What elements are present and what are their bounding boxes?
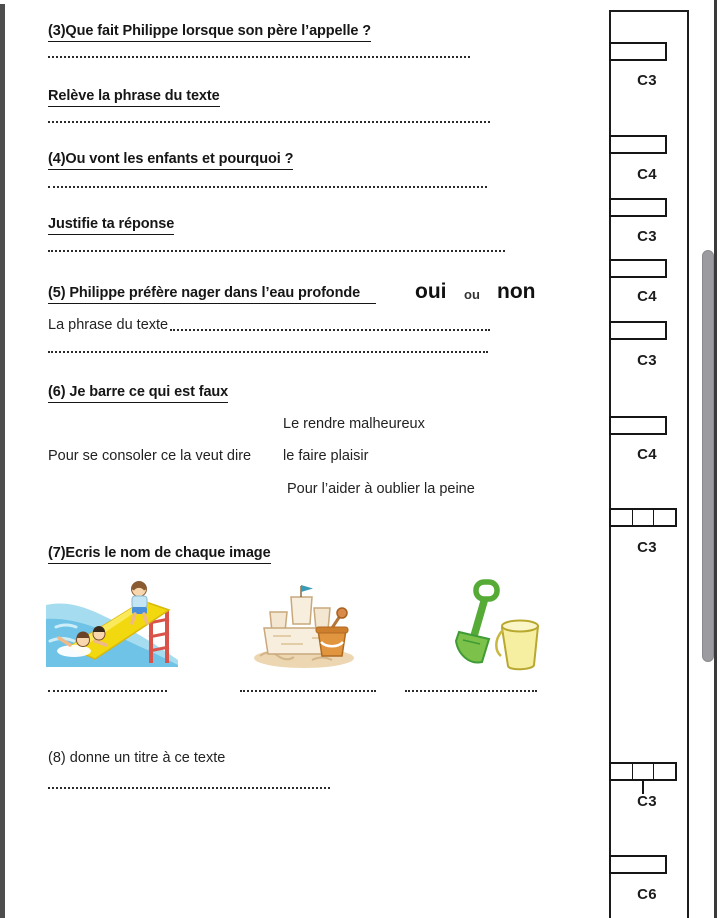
water-slide-illustration: [46, 577, 178, 667]
answer-line: [405, 690, 537, 692]
score-box: [609, 855, 667, 874]
sand-castle-image: [252, 582, 360, 670]
question-6-heading: (6) Je barre ce qui est faux: [48, 384, 228, 403]
answer-line: [48, 690, 167, 692]
q6-stem: Pour se consoler ce la veut dire: [48, 448, 252, 464]
score-cell: [633, 510, 655, 525]
score-code: C3: [637, 72, 657, 89]
question-7-heading: (7)Ecris le nom de chaque image: [48, 545, 271, 564]
q6-option-2: le faire plaisir: [283, 448, 369, 464]
choice-ou: ou: [464, 287, 480, 302]
score-box: [609, 42, 667, 61]
score-code: C4: [637, 166, 657, 183]
score-box: [609, 321, 667, 340]
shovel-and-bucket-image: [450, 578, 544, 674]
score-code: C3: [637, 539, 657, 556]
question-4-heading: (4)Ou vont les enfants et pourquoi ?: [48, 151, 293, 170]
question-8-heading: (8) donne un titre à ce texte: [48, 750, 226, 766]
score-cell: [611, 764, 633, 779]
score-code: C4: [637, 288, 657, 305]
answer-line: [240, 690, 376, 692]
choice-non: non: [497, 280, 536, 303]
score-cell: [654, 510, 675, 525]
shovel-and-bucket-illustration: [450, 578, 544, 674]
answer-prefix: La phrase du texte: [48, 317, 169, 333]
score-box: [609, 135, 667, 154]
page-right-border: [714, 0, 717, 918]
answer-line: [170, 329, 490, 331]
score-code: C4: [637, 446, 657, 463]
page-left-edge: [0, 4, 5, 918]
score-box: [609, 198, 667, 217]
score-code: C3: [637, 228, 657, 245]
answer-line: [48, 250, 505, 252]
score-cell: [633, 764, 655, 779]
q6-option-3: Pour l’aider à oublier la peine: [287, 481, 475, 497]
score-box: [609, 416, 667, 435]
answer-line: [48, 351, 488, 353]
choice-oui: oui: [415, 280, 447, 303]
question-5-heading: (5) Philippe préfère nager dans l’eau profonde: [48, 285, 376, 304]
question-4-subheading: Justifie ta réponse: [48, 216, 174, 235]
q6-option-1: Le rendre malheureux: [283, 416, 425, 432]
water-slide-image: [46, 577, 178, 667]
score-cell: [611, 510, 633, 525]
score-code: C6: [637, 886, 657, 903]
answer-line: [48, 56, 470, 58]
score-box-3cells: [609, 762, 677, 781]
vertical-scrollbar-thumb[interactable]: [702, 250, 714, 662]
question-3-heading: (3)Que fait Philippe lorsque son père l’appelle ?: [48, 23, 371, 42]
score-cell: [654, 764, 675, 779]
score-code: C3: [637, 352, 657, 369]
answer-line: [48, 121, 490, 123]
answer-line: [48, 787, 330, 789]
score-box: [609, 259, 667, 278]
answer-line: [48, 186, 487, 188]
sand-castle-illustration: [252, 582, 360, 670]
question-3-subheading: Relève la phrase du texte: [48, 88, 220, 107]
score-box-3cells: [609, 508, 677, 527]
score-code: C3: [637, 793, 657, 810]
question-5-answer-row: [48, 317, 490, 333]
